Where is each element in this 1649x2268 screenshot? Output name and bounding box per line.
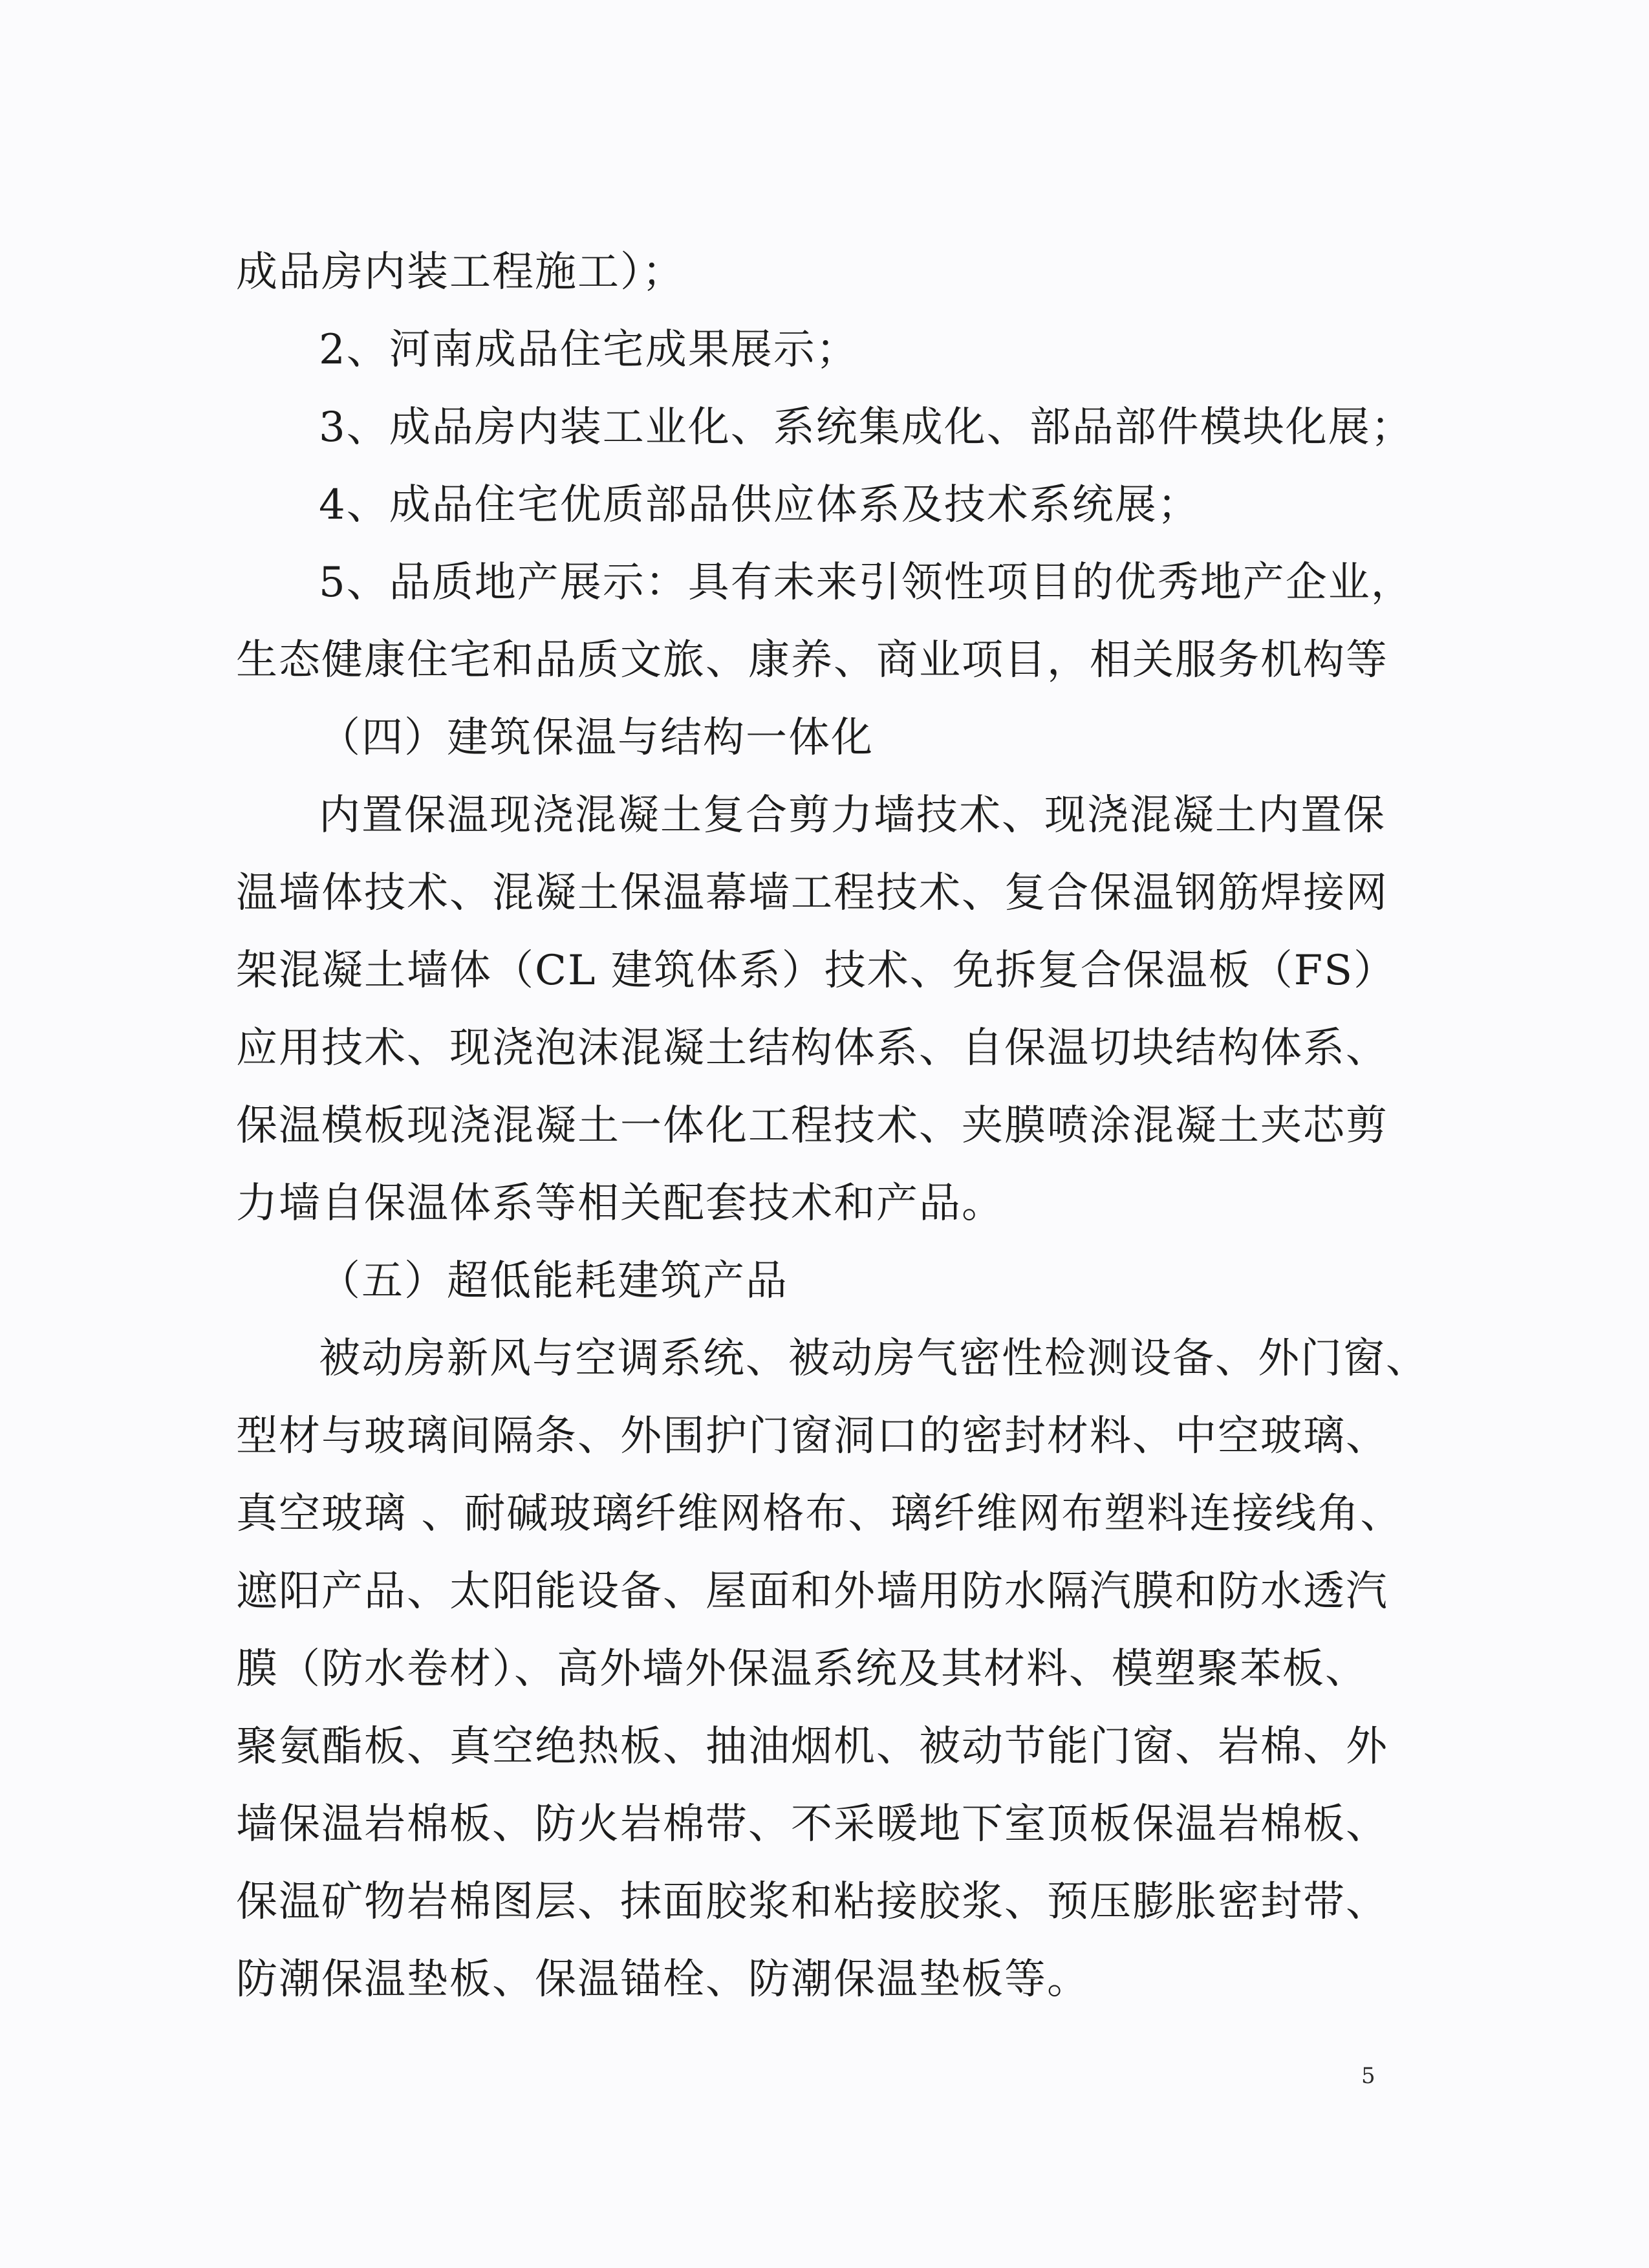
list-item-2: 2、河南成品住宅成果展示； — [319, 326, 859, 374]
text-line-6: 生态健康住宅和品质文旅、康养、商业项目，相关服务机构等 — [236, 636, 1388, 684]
section-heading-5: （五）超低能耗建筑产品 — [319, 1257, 788, 1305]
list-item-4: 4、成品住宅优质部品供应体系及技术系统展； — [319, 481, 1200, 529]
paragraph-line: 保温模板现浇混凝土一体化工程技术、夹膜喷涂混凝土夹芯剪 — [236, 1102, 1388, 1150]
paragraph-line: 温墙体技术、混凝土保温幕墙工程技术、复合保温钢筋焊接网 — [236, 869, 1388, 917]
paragraph-line: 防潮保温垫板、保温锚栓、防潮保温垫板等。 — [236, 1956, 1090, 2003]
paragraph-line: 应用技术、现浇泡沫混凝土结构体系、自保温切块结构体系、 — [236, 1024, 1388, 1072]
paragraph-line: 内置保温现浇混凝土复合剪力墙技术、现浇混凝土内置保 — [319, 792, 1386, 839]
paragraph-line: 保温矿物岩棉图层、抹面胶浆和粘接胶浆、预压膨胀密封带、 — [236, 1878, 1388, 1926]
paragraph-line: 膜（防水卷材）、高外墙外保温系统及其材料、模塑聚苯板、 — [236, 1645, 1368, 1693]
paragraph-line: 真空玻璃 、耐碱玻璃纤维网格布、璃纤维网布塑料连接线角、 — [236, 1490, 1403, 1538]
paragraph-line: 遮阳产品、太阳能设备、屋面和外墙用防水隔汽膜和防水透汽 — [236, 1568, 1388, 1615]
paragraph-line: 被动房新风与空调系统、被动房气密性检测设备、外门窗、 — [319, 1335, 1428, 1383]
list-item-3: 3、成品房内装工业化、系统集成化、部品部件模块化展； — [319, 404, 1414, 451]
list-item-5: 5、品质地产展示：具有未来引领性项目的优秀地产企业， — [319, 559, 1414, 607]
page-number: 5 — [1361, 2063, 1375, 2089]
section-heading-4: （四）建筑保温与结构一体化 — [319, 714, 874, 762]
paragraph-line: 架混凝土墙体（CL 建筑体系）技术、免拆复合保温板（FS） — [236, 947, 1397, 995]
paragraph-line: 力墙自保温体系等相关配套技术和产品。 — [236, 1180, 1004, 1227]
paragraph-line: 聚氨酯板、真空绝热板、抽油烟机、被动节能门窗、岩棉、外 — [236, 1723, 1388, 1771]
paragraph-line: 墙保温岩棉板、防火岩棉带、不采暖地下室顶板保温岩棉板、 — [236, 1800, 1388, 1848]
text-line-1: 成品房内装工程施工）； — [236, 248, 685, 296]
paragraph-line: 型材与玻璃间隔条、外围护门窗洞口的密封材料、中空玻璃、 — [236, 1412, 1388, 1460]
